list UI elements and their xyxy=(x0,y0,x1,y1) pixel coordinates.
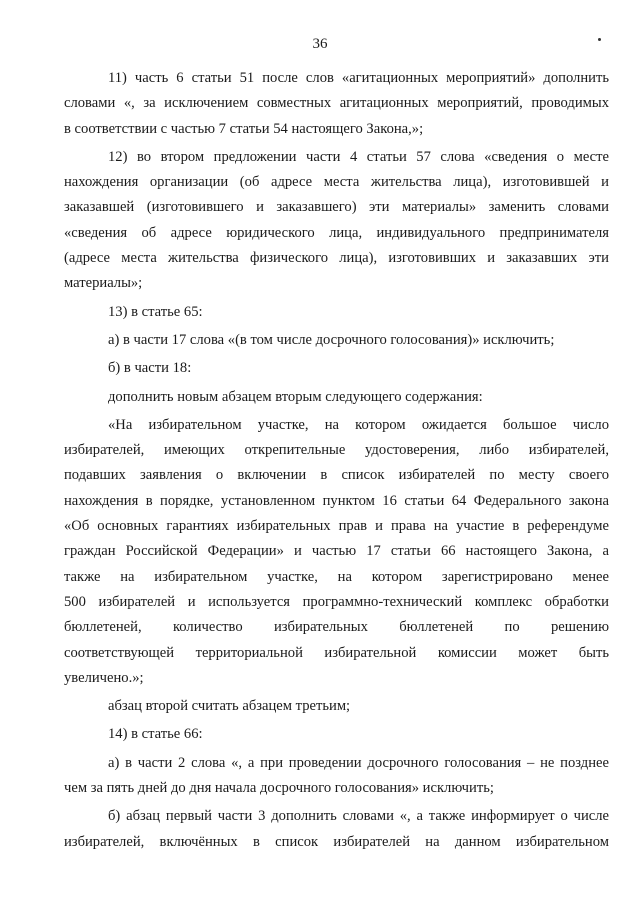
text-line: в соответствии с частью 7 статьи 54 настоящего Закона,»; xyxy=(64,120,424,137)
paragraph-13 xyxy=(104,300,609,325)
text-line: материалы»; xyxy=(64,275,143,292)
paragraph-14b xyxy=(64,804,609,855)
text-line: б) абзац первый части 3 дополнить словами «, а также информирует о числе xyxy=(108,808,609,825)
text-line: заказавшей (изготовившего и заказавшего) эти материалы» заменить словами xyxy=(64,199,609,216)
text-line: увеличено.»; xyxy=(64,669,144,686)
text-line: также на избирательном участке, на котором зарегистрировано менее xyxy=(64,568,609,585)
paragraph-13b xyxy=(104,356,609,381)
text-line: нахождения организации (об адресе места жительства лица), изготовившей и xyxy=(64,174,609,191)
paragraph-13a xyxy=(104,328,609,353)
text-line: соответствующей территориальной избирательной комиссии может быть xyxy=(64,644,609,661)
paragraph-12 xyxy=(64,145,609,297)
paragraph-14 xyxy=(104,722,609,747)
paragraph-13b2 xyxy=(104,694,609,719)
text-line: «Об основных гарантиях избирательных прав и права на участие в референдуме xyxy=(64,518,609,535)
text-line: б) в части 18: xyxy=(108,360,192,377)
text-line: бюллетеней, количество избирательных бюллетеней по решению xyxy=(64,619,609,636)
text-line: а) в части 17 слова «(в том числе досрочного голосования)» исключить; xyxy=(108,331,555,348)
text-line: «На избирательном участке, на котором ожидается большое число xyxy=(108,416,609,433)
text-line: 11) часть 6 статьи 51 после слов «агитационных мероприятий» дополнить xyxy=(108,70,609,86)
text-line: граждан Российской Федерации» и частью 17 статьи 66 настоящего Закона, а xyxy=(64,543,609,560)
text-line: словами «, за исключением совместных агитационных мероприятий, проводимых xyxy=(64,95,609,112)
text-line: 13) в статье 65: xyxy=(108,303,203,320)
paragraph-14a xyxy=(64,751,609,802)
text-line: 500 избирателей и используется программно-технический комплекс обработки xyxy=(64,593,609,610)
paragraph-13b1 xyxy=(104,385,609,410)
text-line: нахождения в порядке, установленном пунктом 16 статьи 64 Федерального закона xyxy=(64,492,609,509)
text-line: избирателей, имеющих открепительные удостоверения, либо избирателей, xyxy=(64,442,609,459)
text-line: (адресе места жительства физического лица), изготовивших и заказавших эти xyxy=(64,250,609,267)
text-line: избирателей, включённых в список избирателей на данном избирательном xyxy=(64,833,609,850)
text-line: 14) в статье 66: xyxy=(108,726,203,743)
paragraph-11 xyxy=(64,66,609,142)
text-line: подавших заявления о включении в список избирателей по месту своего xyxy=(64,467,609,484)
text-line: 12) во втором предложении части 4 статьи 57 слова «сведения о месте xyxy=(108,148,609,165)
scan-mark xyxy=(598,38,601,41)
text-line: а) в части 2 слова «, а при проведении досрочного голосования – не позднее xyxy=(108,754,609,771)
document-body xyxy=(64,66,609,855)
text-line: «сведения об адресе юридического лица, индивидуального предпринимателя xyxy=(64,224,609,241)
text-line: чем за пять дней до дня начала досрочного голосования» исключить; xyxy=(64,780,494,797)
text-line: дополнить новым абзацем вторым следующего содержания: xyxy=(108,388,483,405)
paragraph-quote xyxy=(64,413,609,691)
page-number: 36 xyxy=(312,36,328,52)
text-line: абзац второй считать абзацем третьим; xyxy=(108,698,351,715)
